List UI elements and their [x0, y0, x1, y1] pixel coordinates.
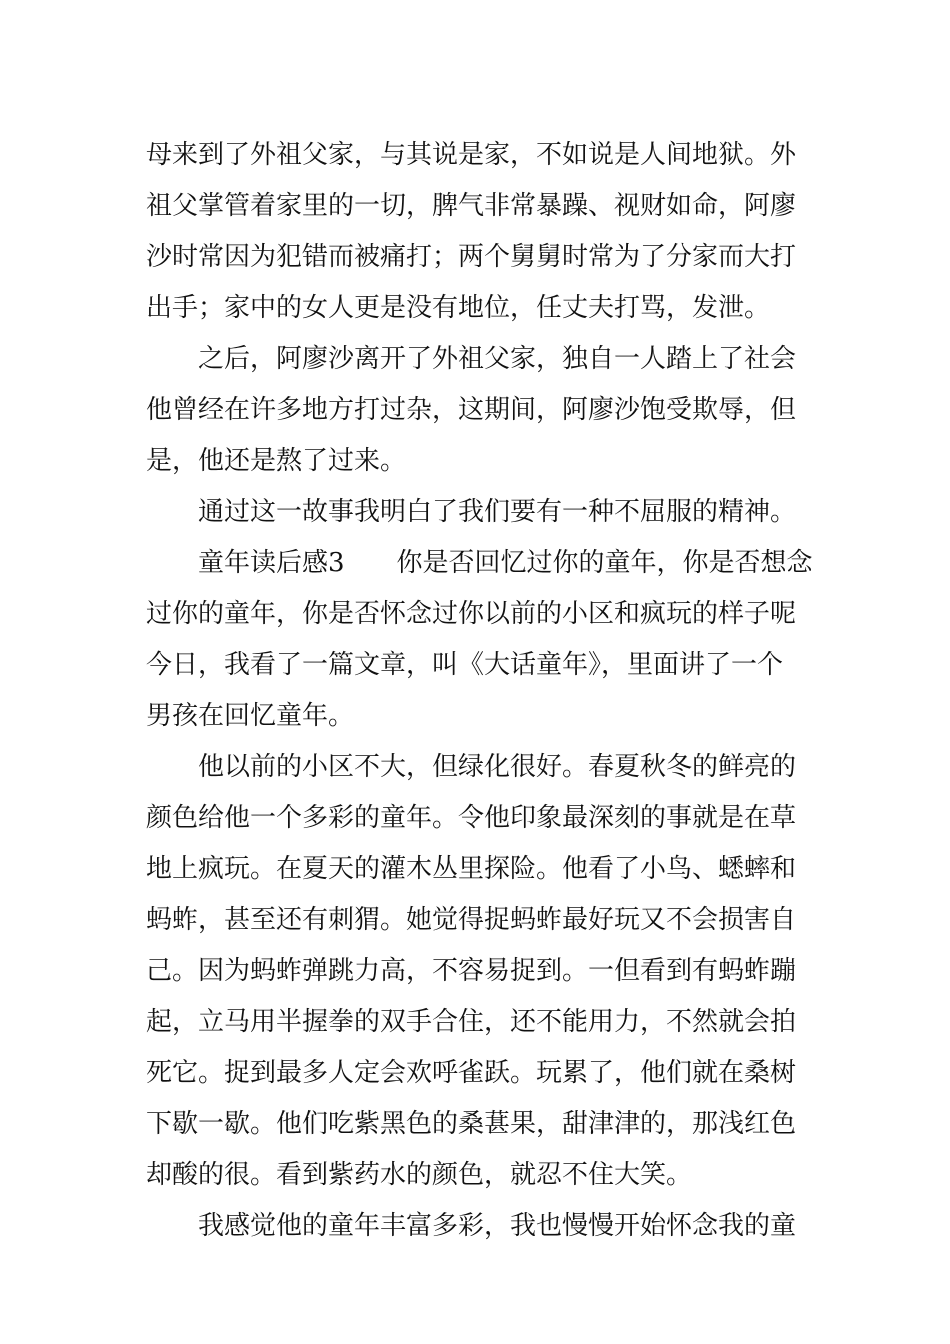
text-line: 他以前的小区不大，但绿化很好。春夏秋冬的鲜亮的 [146, 752, 797, 782]
body-text [146, 130, 826, 1252]
text-line: 沙时常因为犯错而被痛打；两个舅舅时常为了分家而大打 [146, 242, 797, 272]
text-line: 颜色给他一个多彩的童年。令他印象最深刻的事就是在草 [146, 803, 797, 833]
text-line: 童年读后感3 你是否回忆过你的童年，你是否想念 [146, 548, 813, 578]
text-line: 他曾经在许多地方打过杂，这期间，阿廖沙饱受欺辱，但 [146, 395, 797, 425]
text-line: 己。因为蚂蚱弹跳力高，不容易捉到。一但看到有蚂蚱蹦 [146, 956, 797, 986]
text-line: 今日，我看了一篇文章，叫《大话童年》，里面讲了一个 [146, 650, 784, 680]
text-line: 下歇一歇。他们吃紫黑色的桑葚果，甜津津的，那浅红色 [146, 1109, 797, 1139]
text-line: 起，立马用半握拳的双手合住，还不能用力，不然就会拍 [146, 1007, 797, 1037]
text-line: 是，他还是熬了过来。 [146, 446, 407, 476]
text-line: 死它。捉到最多人定会欢呼雀跃。玩累了，他们就在桑树 [146, 1058, 797, 1088]
text-line: 母来到了外祖父家，与其说是家，不如说是人间地狱。外 [146, 140, 797, 170]
text-line: 之后，阿廖沙离开了外祖父家，独自一人踏上了社会 [146, 344, 797, 374]
text-line: 男孩在回忆童年。 [146, 701, 355, 731]
text-line: 祖父掌管着家里的一切，脾气非常暴躁、视财如命，阿廖 [146, 191, 797, 221]
text-line: 出手；家中的女人更是没有地位，任丈夫打骂，发泄。 [146, 293, 771, 323]
text-line: 地上疯玩。在夏天的灌木丛里探险。他看了小鸟、蟋蟀和 [146, 854, 797, 884]
text-line: 蚂蚱，甚至还有刺猬。她觉得捉蚂蚱最好玩又不会损害自 [146, 905, 797, 935]
text-line: 我感觉他的童年丰富多彩，我也慢慢开始怀念我的童 [146, 1211, 797, 1241]
text-line: 通过这一故事我明白了我们要有一种不屈服的精神。 [146, 497, 797, 527]
text-line: 过你的童年，你是否怀念过你以前的小区和疯玩的样子呢 [146, 599, 797, 629]
text-line: 却酸的很。看到紫药水的颜色，就忍不住大笑。 [146, 1160, 693, 1190]
